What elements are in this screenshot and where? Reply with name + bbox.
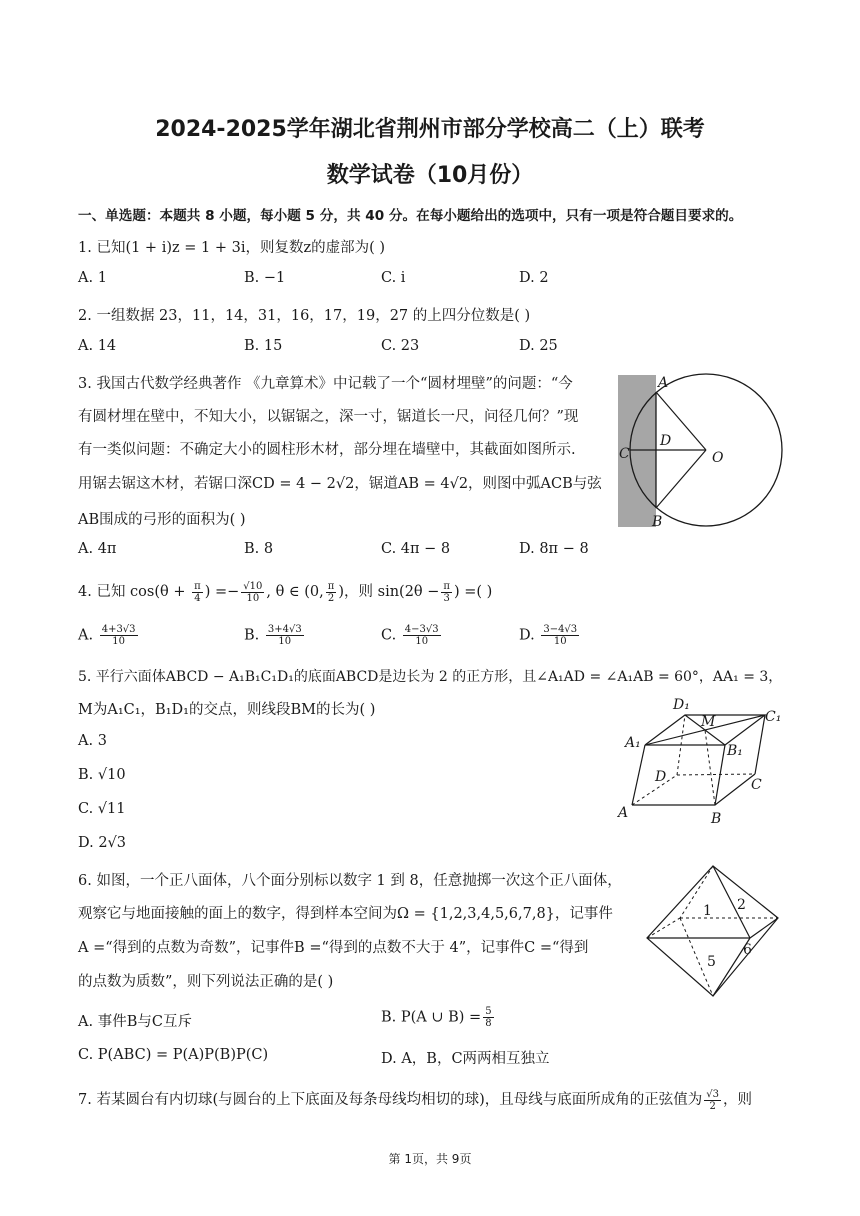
q4-option-a-den: 10 <box>112 636 125 647</box>
bottom-front-edges <box>632 774 755 805</box>
label-m: M <box>701 714 716 730</box>
q4-frac-pi-2-den: 2 <box>327 592 335 604</box>
q4-option-b-label: B. <box>244 627 264 644</box>
q4-frac-pi-4-num: π <box>194 580 201 592</box>
q6-figure-octahedron <box>645 862 785 1002</box>
q4-frac-pi-3-num: π <box>443 580 450 592</box>
q4-stem-prefix: 4. 已知 cos(θ + <box>78 584 191 600</box>
face-label-1: 1 <box>703 903 712 919</box>
label-b: B <box>711 811 722 827</box>
page-footer: 第 1页，共 9页 <box>388 1152 472 1166</box>
radius-ob <box>656 450 706 508</box>
q5-line-2: M为A₁C₁，B₁D₁的交点，则线段BM的长为( ) <box>78 702 376 718</box>
q4-option-b-num: 3+4√3 <box>267 624 302 635</box>
label-a: A <box>618 805 629 821</box>
q7-stem <box>78 1088 752 1112</box>
q4-option-c-frac <box>403 624 441 647</box>
q5-option-d: D. 2√3 <box>78 835 127 851</box>
q4-option-c-den: 10 <box>415 636 429 647</box>
q3-line-2: 有圆材埋在壁中，不知大小，以锯锯之，深一寸，锯道长一尺，问径几何？”现 <box>78 409 579 425</box>
q6-option-b <box>381 1006 496 1029</box>
q1-option-a: A. 1 <box>78 270 107 286</box>
q4-option-c <box>381 624 443 647</box>
q6-option-d: D. A，B，C两两相互独立 <box>381 1051 550 1067</box>
hidden-edge-back-left <box>647 918 680 938</box>
exam-subtitle: 数学试卷（10月份） <box>326 163 534 188</box>
q6-option-b-num: 5 <box>485 1006 492 1017</box>
q4-frac-sqrt10-den: 10 <box>246 592 260 604</box>
label-d: D <box>655 769 667 785</box>
q2-option-b: B. 15 <box>244 338 283 354</box>
label-c: C <box>751 777 762 793</box>
q3-option-c: C. 4π − 8 <box>381 541 451 557</box>
label-c: C <box>619 446 630 462</box>
face-label-2: 2 <box>737 897 746 913</box>
q4-option-b <box>244 624 306 647</box>
q6-line-3: A =“得到的点数为奇数”，记事件B =“得到的点数不大于 4”，记事件C =“得到 <box>78 940 589 956</box>
q3-option-d: D. 8π − 8 <box>519 541 589 557</box>
q4-option-a-frac <box>100 624 138 647</box>
edge-aa1 <box>632 745 645 805</box>
q5-option-b: B. √10 <box>78 767 126 783</box>
q4-option-d <box>519 624 581 647</box>
exam-title: 2024-2025学年湖北省荆州市部分学校高二（上）联考 <box>155 117 705 142</box>
q3-line-3: 有一类似问题：不确定大小的圆柱形木材，部分埋在墙壁中，其截面如图所示. <box>78 442 576 458</box>
q4-option-d-num: 3−4√3 <box>543 624 578 635</box>
section-heading: 一、单选题：本题共 8 小题，每小题 5 分，共 40 分。在每小题给出的选项中，只有一项是符合题目要求的。 <box>78 208 743 224</box>
q3-figure-circle-wall <box>610 370 790 530</box>
q4-option-a-label: A. <box>78 627 98 644</box>
label-b1: B₁ <box>727 743 743 759</box>
q7-frac <box>704 1089 721 1112</box>
face-label-5: 5 <box>707 954 716 970</box>
q4-stem <box>78 580 492 604</box>
q4-stem-mid1: ) =− <box>204 584 240 600</box>
q4-frac-pi-4-den: 4 <box>194 592 201 604</box>
q7-stem-prefix: 7. 若某圆台有内切球(与圆台的上下底面及每条母线均相切的球)，且母线与底面所成角的正弦值为 <box>78 1092 703 1108</box>
octahedron-outline <box>647 866 778 996</box>
q4-frac-pi-4 <box>192 581 203 604</box>
q6-option-b-frac <box>483 1006 493 1029</box>
q2-option-c: C. 23 <box>381 338 420 354</box>
q4-frac-sqrt10-num: √10 <box>243 580 263 592</box>
q4-stem-end: ) =( ) <box>454 584 493 600</box>
q4-option-b-frac <box>266 624 304 647</box>
q7-frac-num: √3 <box>706 1088 719 1100</box>
label-a: A <box>658 375 669 391</box>
q3-line-1: 3. 我国古代数学经典著作 《九章算术》中记载了一个“圆材埋壁”的问题：“今 <box>78 376 573 392</box>
q3-option-a: A. 4π <box>78 541 117 557</box>
q2-option-a: A. 14 <box>78 338 117 354</box>
q5-option-a: A. 3 <box>78 733 107 749</box>
hidden-edge-dc <box>677 774 755 775</box>
q4-stem-mid2: , θ ∈ (0, <box>266 584 324 600</box>
q2-stem: 2. 一组数据 23，11，14，31，16，17，19，27 的上四分位数是( ) <box>78 308 531 324</box>
label-o: O <box>712 450 724 466</box>
q4-stem-mid3: )，则 sin(2θ − <box>338 584 440 600</box>
q4-option-b-den: 10 <box>278 636 292 647</box>
q1-stem: 1. 已知(1 + i)z = 1 + 3i，则复数z的虚部为( ) <box>78 240 386 256</box>
face-label-6: 6 <box>743 942 752 958</box>
edge-cc1 <box>755 715 765 774</box>
q5-line-1: 5. 平行六面体ABCD − A₁B₁C₁D₁的底面ABCD是边长为 2 的正方形，且∠A₁AD = ∠A₁AB = 60°，AA₁ = 3， <box>78 669 783 685</box>
hidden-segment-bm <box>705 730 715 805</box>
label-c1: C₁ <box>765 709 782 725</box>
q6-option-b-prefix: B. P(A ∪ B) = <box>381 1009 482 1026</box>
q7-frac-den: 2 <box>709 1100 716 1112</box>
q6-option-c: C. P(ABC) = P(A)P(B)P(C) <box>78 1047 269 1063</box>
q6-line-2: 观察它与地面接触的面上的数字，得到样本空间为Ω = {1,2,3,4,5,6,7,8}，记事件 <box>78 906 613 922</box>
q4-frac-sqrt10 <box>241 581 264 604</box>
label-d: D <box>660 433 672 449</box>
edge-bb1 <box>715 745 725 805</box>
q4-frac-pi-2 <box>326 581 337 604</box>
q4-option-d-frac <box>541 624 579 647</box>
q4-option-a-num: 4+3√3 <box>101 624 136 635</box>
q4-frac-pi-3 <box>441 581 452 604</box>
label-a1: A₁ <box>625 735 641 751</box>
q6-option-a: A. 事件B与C互斥 <box>78 1014 192 1030</box>
q3-line-5: AB围成的弓形的面积为( ) <box>78 512 246 528</box>
q5-option-c: C. √11 <box>78 801 126 817</box>
label-b: B <box>652 514 663 530</box>
q6-line-1: 6. 如图，一个正八面体，八个面分别标以数字 1 到 8，任意抛掷一次这个正八面体， <box>78 873 622 889</box>
q1-option-b: B. −1 <box>244 270 286 286</box>
q4-frac-pi-2-num: π <box>327 580 335 592</box>
q3-option-b: B. 8 <box>244 541 274 557</box>
q1-option-c: C. i <box>381 270 406 286</box>
q6-option-b-den: 8 <box>485 1018 492 1029</box>
q4-option-c-num: 4−3√3 <box>404 624 439 635</box>
q7-stem-end: ，则 <box>723 1092 752 1108</box>
q3-line-4: 用锯去锯这木材，若锯口深CD = 4 − 2√2，锯道AB = 4√2，则图中弧ACB与弦 <box>78 476 602 492</box>
q2-option-d: D. 25 <box>519 338 558 354</box>
q4-option-c-label: C. <box>381 627 401 644</box>
q4-option-d-label: D. <box>519 627 540 644</box>
q6-line-4: 的点数为质数”，则下列说法正确的是( ) <box>78 974 334 990</box>
label-d1: D₁ <box>673 697 690 713</box>
q4-frac-pi-3-den: 3 <box>443 592 450 604</box>
q4-option-d-den: 10 <box>553 636 567 647</box>
q5-figure-parallelepiped <box>615 695 795 830</box>
q1-option-d: D. 2 <box>519 270 549 286</box>
q4-option-a <box>78 624 140 647</box>
